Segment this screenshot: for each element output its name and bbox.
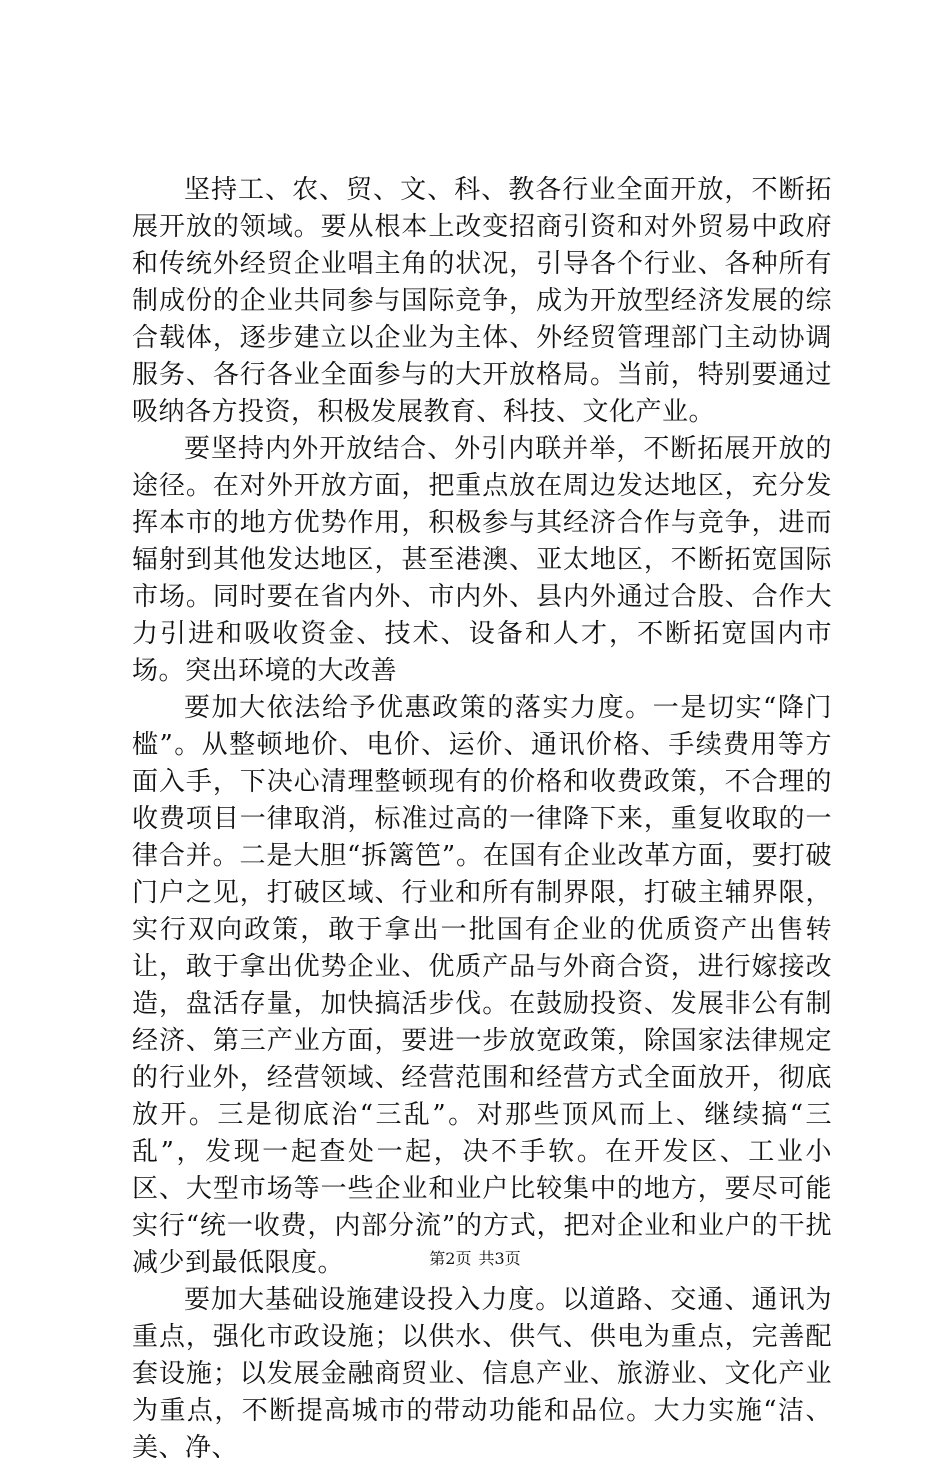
paragraph-infrastructure: 要加大基础设施建设投入力度。以道路、交通、通讯为重点，强化市政设施；以供水、供气、供电为重点，完善配套设施；以发展金融商贸业、信息产业、旅游业、文化产业为重点，不断提高城市的带动功能和品位。大力实施“洁、美、净、 [132,1285,832,1463]
document-body [132,172,832,1467]
page-number: 第2页 [429,1249,472,1268]
paragraph-preferential-policy: 要加大依法给予优惠政策的落实力度。一是切实“降门槛”。从整顿地价、电价、运价、通讯价格、手续费用等方面入手，下决心清理整顿现有的价格和收费政策，不合理的收费项目一律取消，标准过高的一律降下来，重复收取的一律合并。二是大胆“拆篱笆”。在国有企业改革方面，要打破门户之见，打破区域、行业和所有制界限，打破主辅界限，实行双向政策，敢于拿出一批国有企业的优质资产出售转让，敢于拿出优势企业、优质产品与外商合资，进行嫁接改造，盘活存量，加快搞活步伐。在鼓励投资、发展非公有制经济、第三产业方面，要进一步放宽政策，除国家法律规定的行业外，经营领域、经营范围和经营方式全面放开，彻底放开。三是彻底治“三乱”。对那些顶风而上、继续搞“三乱”，发现一起查处一起，决不手软。在开发区、工业小区、大型市场等一些企业和业户比较集中的地方，要尽可能实行“统一收费，内部分流”的方式，把对企业和业户的干扰减少到最低限度。 [132,693,832,1278]
paragraph-open-industries: 坚持工、农、贸、文、科、教各行业全面开放，不断拓展开放的领域。要从根本上改变招商引资和对外贸易中政府和传统外经贸企业唱主角的状况，引导各个行业、各种所有制成份的企业共同参与国际竞争，成为开放型经济发展的综合载体，逐步建立以企业为主体、外经贸管理部门主动协调服务、各行各业全面参与的大开放格局。当前，特别要通过吸纳各方投资，积极发展教育、科技、文化产业。 [132,175,832,427]
paragraph-open-channels: 要坚持内外开放结合、外引内联并举，不断拓展开放的途径。在对外开放方面，把重点放在周边发达地区，充分发挥本市的地方优势作用，积极参与其经济合作与竞争，进而辐射到其他发达地区，甚至港澳、亚太地区，不断拓宽国际市场。同时要在省内外、市内外、县内外通过合股、合作大力引进和吸收资金、技术、设备和人才，不断拓宽国内市场。突出环境的大改善 [132,434,832,686]
page-total: 共3页 [478,1249,521,1268]
page-footer [0,1246,950,1269]
